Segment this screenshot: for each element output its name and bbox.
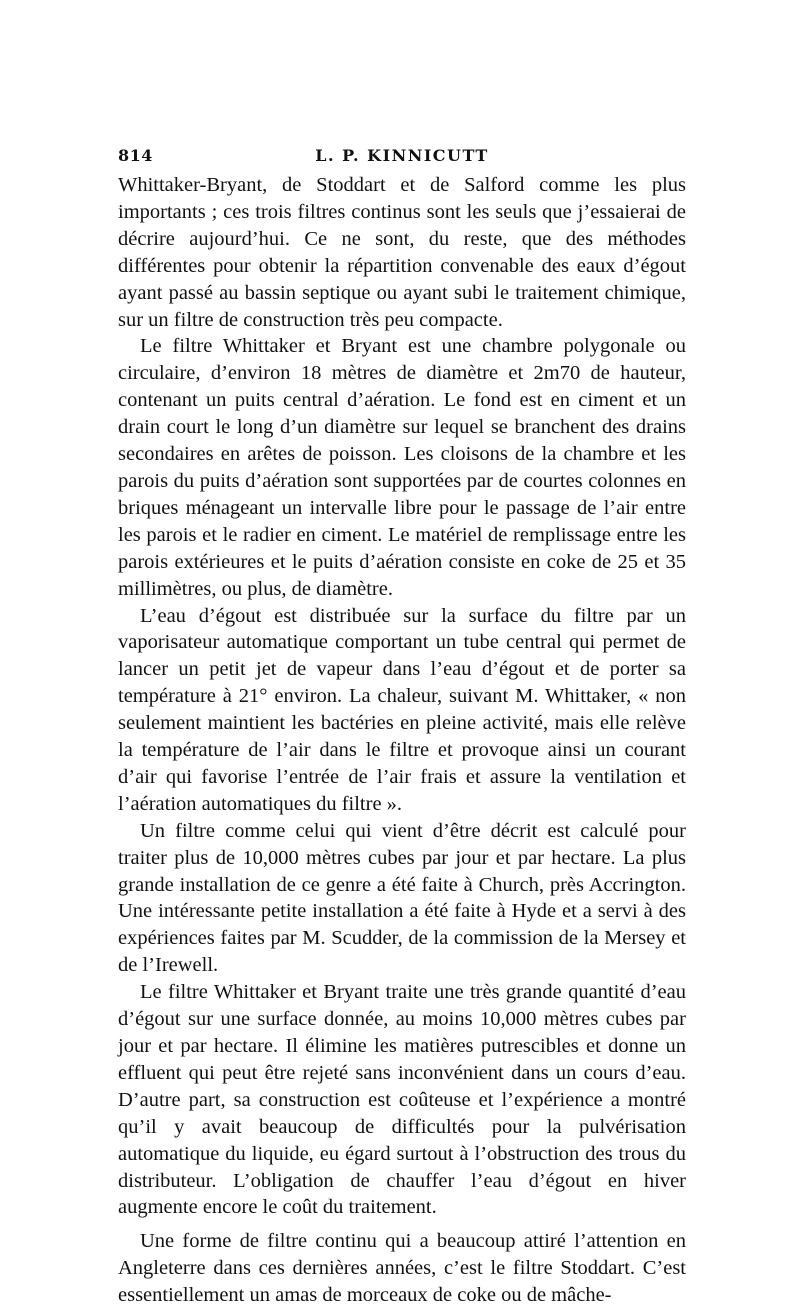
paragraph-whittaker-bryant-description: Le filtre Whittaker et Bryant est une chambre polygonale ou circulaire, d’environ 18 mètres de diamètre et 2m70 de hauteur, contenant un puits central d’aération. Le fond est en ciment et un drain court le long d’un diamètre sur lequel se branchent des drains secondaires en arêtes de poisson. Les cloisons de la chambre et les parois du puits d’aération sont supportées par de courtes colonnes en briques ménageant un intervalle libre pour le passage de l’air entre les parois et le radier en ciment. Le matériel de remplissage entre les parois extérieures et le puits d’aération consiste en coke de 25 et 35 millimètres, ou plus, de diamètre. xyxy=(118,335,686,600)
page-number: 814 xyxy=(118,146,153,165)
book-page xyxy=(118,146,686,1309)
paragraph-capacity: Un filtre comme celui qui vient d’être décrit est calculé pour traiter plus de 10,000 mètres cubes par jour et par hectare. La plus grande installation de ce genre a été faite à Church, près Accrington. Une intéressante petite installation a été faite à Hyde et a servi à des expériences faites par M. Scudder, de la commission de la Mersey et de l’Irewell. xyxy=(118,819,686,977)
paragraph-distribution: L’eau d’égout est distribuée sur la surface du filtre par un vaporisateur automatique comportant un tube central qui permet de lancer un petit jet de vapeur dans l’eau d’égout et de porter sa température à 21° environ. La chaleur, suivant M. Whittaker, « non seulement maintient les bactéries en pleine activité, mais elle relève la température de l’air dans le filtre et provoque ainsi un courant d’air qui favorise l’entrée de l’air frais et assure la ventilation et l’aération automatiques du filtre ». xyxy=(118,604,686,815)
paragraph-stoddart: Une forme de filtre continu qui a beaucoup attiré l’attention en Angleterre dans ces dernières années, c’est le filtre Stoddart. C’est essentiellement un amas de morceaux de coke ou de mâche- xyxy=(118,1230,686,1307)
running-title: L. P. KINNICUTT xyxy=(315,146,489,165)
body-text xyxy=(118,172,686,1309)
running-head xyxy=(118,146,686,172)
paragraph-continued: Whittaker-Bryant, de Stoddart et de Salford comme les plus importants ; ces trois filtres continus sont les seuls que j’essaierai de décrire aujourd’hui. Ce ne sont, du reste, que des méthodes différentes pour obtenir la répartition convenable des eaux d’égout ayant passé au bassin septique ou ayant subi le traitement chimique, sur un filtre de construction très peu compacte. xyxy=(118,174,686,331)
paragraph-assessment: Le filtre Whittaker et Bryant traite une très grande quantité d’eau d’égout sur une surface donnée, au moins 10,000 mètres cubes par jour et par hectare. Il élimine les matières putrescibles et donne un effluent qui peut être rejeté sans inconvénient dans un cours d’eau. D’autre part, sa construction est coûteuse et l’expérience a montré qu’il y avait beaucoup de difficultés pour la pulvérisation automatique du liquide, eu égard surtout à l’obstruction des trous du distributeur. L’obligation de chauffer l’eau d’égout en hiver augmente encore le coût du traitement. xyxy=(118,981,686,1219)
